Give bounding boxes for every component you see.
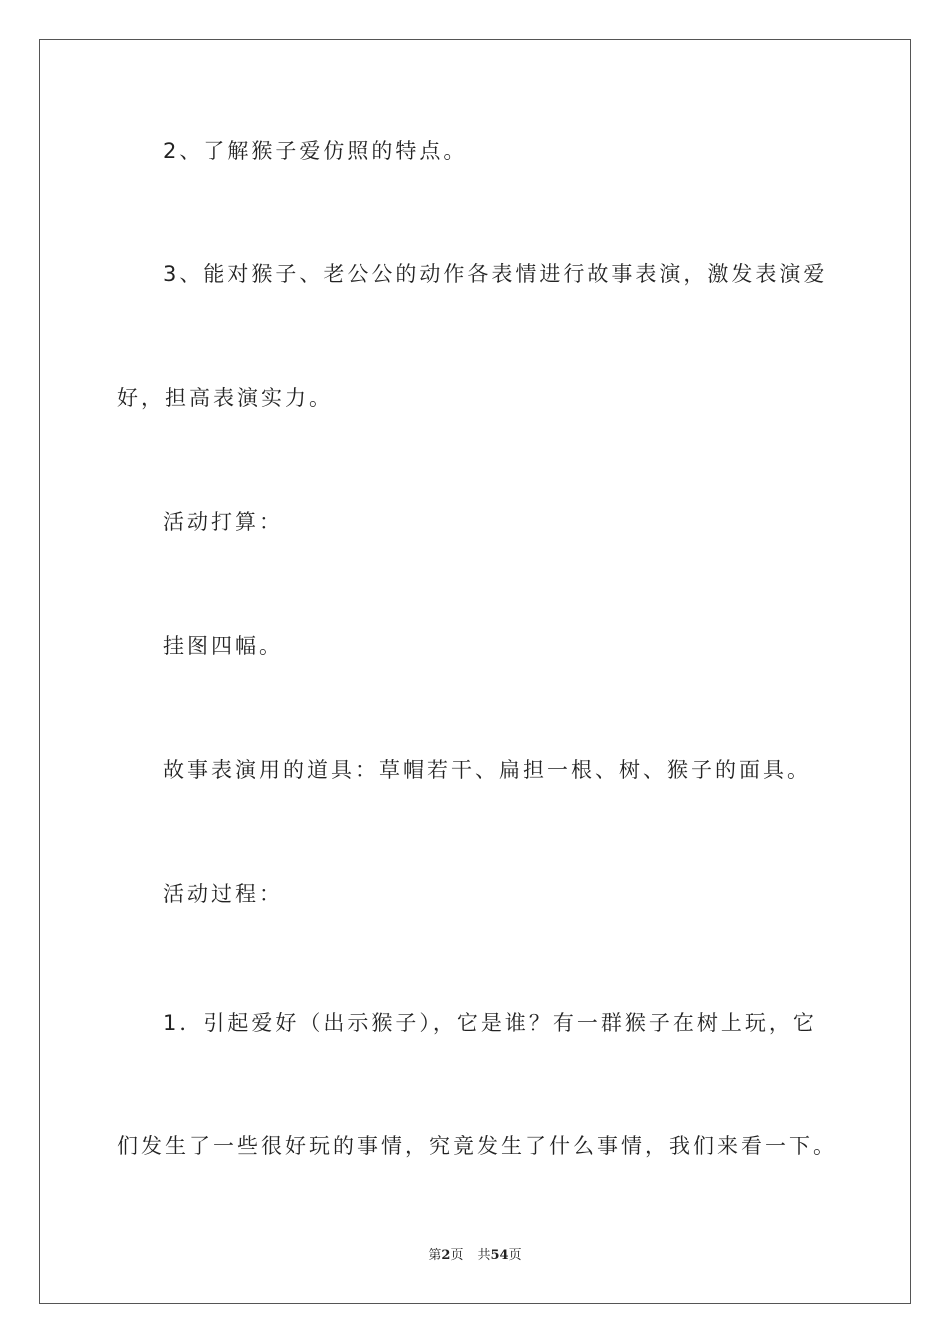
paragraph-line-9: 们发生了一些很好玩的事情，究竟发生了什么事情，我们来看一下。: [117, 1134, 837, 1158]
page-border: [39, 39, 911, 1304]
footer-page-number: 2: [441, 1248, 451, 1263]
section-heading-preparation: 活动打算：: [163, 510, 283, 534]
paragraph-line-2: 3、能对猴子、老公公的动作各表情进行故事表演，激发表演爱: [163, 262, 828, 286]
footer-total-pages: 54: [490, 1248, 509, 1263]
paragraph-line-8: 1．引起爱好（出示猴子），它是谁？有一群猴子在树上玩，它: [163, 1011, 817, 1035]
paragraph-line-1: 2、了解猴子爱仿照的特点。: [163, 139, 468, 163]
paragraph-line-3: 好，担高表演实力。: [117, 386, 333, 410]
footer-total-prefix: 共: [477, 1248, 491, 1263]
footer-total-suffix: 页: [508, 1248, 522, 1263]
footer-page-suffix: 页: [450, 1248, 464, 1263]
page-footer: [0, 1249, 950, 1262]
paragraph-line-5: 挂图四幅。: [163, 634, 283, 658]
section-heading-process: 活动过程：: [163, 882, 283, 906]
paragraph-line-6: 故事表演用的道具：草帽若干、扁担一根、树、猴子的面具。: [163, 758, 811, 782]
footer-page-prefix: 第: [428, 1248, 442, 1263]
